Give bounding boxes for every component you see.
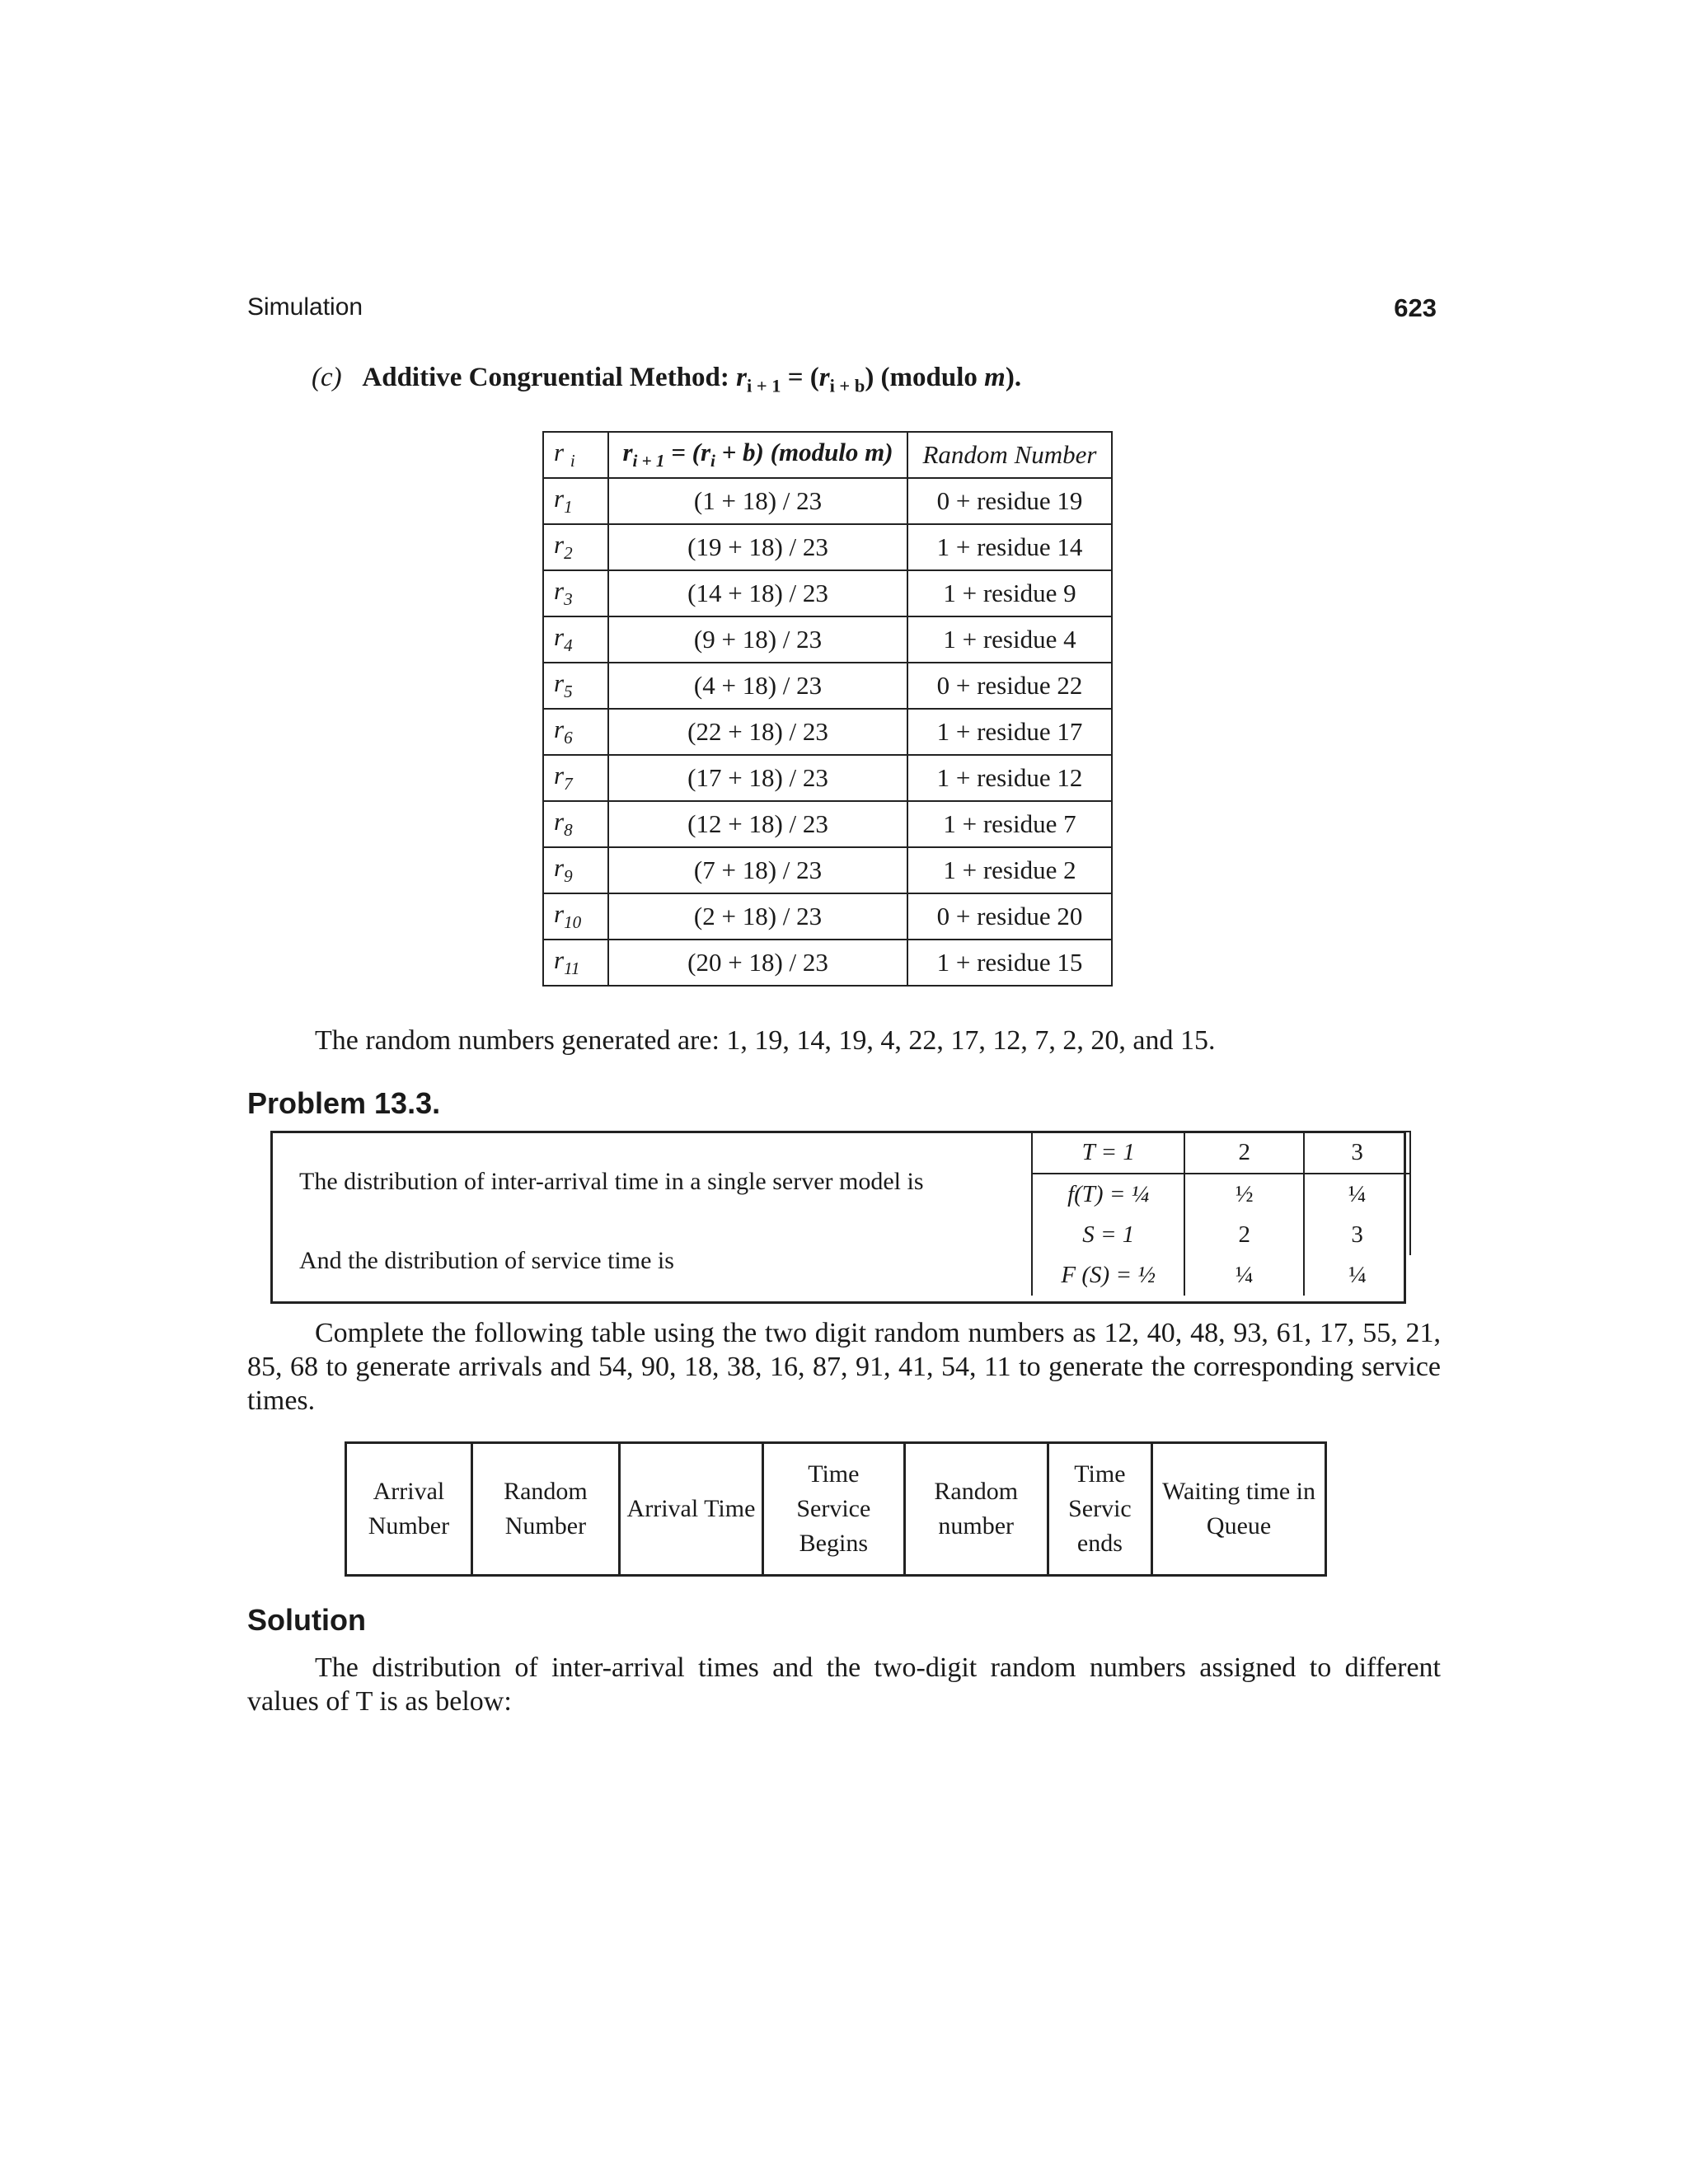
- dist-cell: 2: [1184, 1132, 1304, 1174]
- cell-ri: [543, 893, 608, 940]
- cell-random-number: 1 + residue 15: [907, 940, 1112, 986]
- col-random-number: Random Number: [471, 1443, 619, 1576]
- col-random-number-2: Random number: [904, 1443, 1048, 1576]
- cell-expression: (19 + 18) / 23: [608, 524, 907, 570]
- col-time-service-begins: Time Service Begins: [762, 1443, 904, 1576]
- table-row: [543, 801, 1112, 847]
- dist-cell: ½: [1184, 1174, 1304, 1215]
- cell-random-number: 1 + residue 7: [907, 801, 1112, 847]
- cell-ri: [543, 663, 608, 709]
- cell-ri-sub: 4: [564, 635, 573, 656]
- problem-heading: Problem 13.3.: [247, 1086, 441, 1120]
- formula-eq: = (: [781, 363, 819, 392]
- cell-ri-sub: 3: [564, 589, 573, 610]
- cell-ri-sub: 6: [564, 728, 573, 748]
- table-row: [1032, 1174, 1410, 1215]
- cell-ri: [543, 478, 608, 524]
- cell-expression: (4 + 18) / 23: [608, 663, 907, 709]
- cell-ri-sub: 2: [564, 543, 573, 564]
- table-row: [543, 570, 1112, 616]
- formula-close: ) (modulo: [865, 363, 985, 392]
- cell-ri-sub: 8: [564, 820, 573, 841]
- cell-expression: (14 + 18) / 23: [608, 570, 907, 616]
- header-formula-rest: + b) (modulo m): [715, 438, 893, 467]
- cell-random-number: 1 + residue 9: [907, 570, 1112, 616]
- page-number: 623: [1394, 293, 1437, 322]
- formula-rhs-var: r: [818, 363, 830, 392]
- col-arrival-number: Arrival Number: [346, 1443, 472, 1576]
- cell-ri: [543, 570, 608, 616]
- cell-ri: [543, 616, 608, 663]
- cell-ri-var: r: [554, 899, 565, 929]
- header-formula-var: r: [622, 438, 633, 467]
- table-header-row: [543, 432, 1112, 478]
- header-formula-sub: i + 1: [632, 451, 665, 471]
- header-ri: [543, 432, 608, 478]
- cell-expression: (7 + 18) / 23: [608, 847, 907, 893]
- cell-ri-var: r: [554, 484, 565, 513]
- table-row: [543, 616, 1112, 663]
- table-header-row: [346, 1443, 1326, 1576]
- dist-cell: ¼: [1304, 1174, 1410, 1215]
- cell-ri-var: r: [554, 576, 565, 606]
- cell-ri-var: r: [554, 715, 565, 744]
- section-c-heading: [312, 363, 1021, 397]
- header-formula-sub2: i: [710, 451, 715, 471]
- dist-cell: ¼: [1304, 1255, 1410, 1296]
- problem-paragraph: Complete the following table using the two digit random numbers as 12, 40, 48, 93, 61, 17, 55, 21, 85, 68 to generate arrivals and 54, 90, 18, 38, 16, 87, 91, 41, 54, 11 to generate the corresponding service times.: [247, 1318, 1441, 1416]
- formula-rhs-sub: i + b: [829, 375, 865, 396]
- cell-random-number: 1 + residue 2: [907, 847, 1112, 893]
- table-row: [1032, 1255, 1410, 1296]
- cell-ri-sub: 9: [564, 866, 573, 887]
- distribution-table: [1031, 1131, 1411, 1296]
- formula-m: m: [984, 363, 1006, 392]
- cell-random-number: 0 + residue 22: [907, 663, 1112, 709]
- cell-random-number: 1 + residue 17: [907, 709, 1112, 755]
- service-time-text: And the distribution of service time is: [299, 1247, 674, 1274]
- col-waiting-time: Waiting time in Queue: [1152, 1443, 1326, 1576]
- solution-heading: Solution: [247, 1603, 366, 1637]
- table-row: [543, 847, 1112, 893]
- distribution-box: [270, 1131, 1406, 1304]
- cell-expression: (9 + 18) / 23: [608, 616, 907, 663]
- cell-ri-sub: 7: [564, 774, 573, 794]
- col-arrival-time: Arrival Time: [620, 1443, 763, 1576]
- cell-random-number: 1 + residue 12: [907, 755, 1112, 801]
- dist-cell: T = 1: [1032, 1132, 1184, 1174]
- cell-expression: (2 + 18) / 23: [608, 893, 907, 940]
- cell-ri-var: r: [554, 622, 565, 652]
- cell-expression: (17 + 18) / 23: [608, 755, 907, 801]
- header-random-number: Random Number: [907, 432, 1112, 478]
- cell-ri-sub: 5: [564, 682, 573, 702]
- cell-expression: (12 + 18) / 23: [608, 801, 907, 847]
- formula-end: ).: [1005, 363, 1022, 392]
- table-row: [543, 893, 1112, 940]
- cell-random-number: 0 + residue 19: [907, 478, 1112, 524]
- table-row: [543, 524, 1112, 570]
- dist-cell: ¼: [1184, 1255, 1304, 1296]
- additive-congruential-table: [542, 431, 1113, 987]
- table-row: [543, 940, 1112, 986]
- cell-ri-var: r: [554, 668, 565, 698]
- section-title: Additive Congruential Method:: [362, 363, 729, 392]
- cell-ri: [543, 940, 608, 986]
- cell-ri: [543, 709, 608, 755]
- inter-arrival-text: The distribution of inter-arrival time in a single server model is: [299, 1168, 924, 1195]
- cell-random-number: 1 + residue 14: [907, 524, 1112, 570]
- header-ri-var: r: [554, 438, 565, 467]
- dist-cell: 3: [1304, 1215, 1410, 1255]
- table-row: [543, 663, 1112, 709]
- running-head: Simulation: [247, 293, 363, 321]
- cell-ri-var: r: [554, 945, 565, 975]
- cell-random-number: 0 + residue 20: [907, 893, 1112, 940]
- table-body: [543, 478, 1112, 986]
- dist-cell: 2: [1184, 1215, 1304, 1255]
- cell-ri-var: r: [554, 761, 565, 790]
- dist-cell: f(T) = ¼: [1032, 1174, 1184, 1215]
- header-ri-sub: i: [570, 451, 575, 471]
- table-row: [1032, 1132, 1410, 1174]
- cell-random-number: 1 + residue 4: [907, 616, 1112, 663]
- dist-cell: F (S) = ½: [1032, 1255, 1184, 1296]
- cell-ri-sub: 1: [564, 497, 573, 518]
- cell-expression: (22 + 18) / 23: [608, 709, 907, 755]
- cell-ri: [543, 847, 608, 893]
- cell-expression: (20 + 18) / 23: [608, 940, 907, 986]
- cell-ri-var: r: [554, 853, 565, 883]
- cell-ri-sub: 10: [564, 912, 582, 933]
- header-formula: [608, 432, 907, 478]
- cell-ri-var: r: [554, 530, 565, 560]
- cell-ri: [543, 801, 608, 847]
- table-row: [543, 709, 1112, 755]
- dist-cell: S = 1: [1032, 1215, 1184, 1255]
- cell-ri: [543, 755, 608, 801]
- col-time-service-ends: Time Servic ends: [1048, 1443, 1151, 1576]
- generated-numbers-summary: The random numbers generated are: 1, 19, 14, 19, 4, 22, 17, 12, 7, 2, 20, and 15.: [315, 1025, 1216, 1056]
- dist-cell: 3: [1304, 1132, 1410, 1174]
- simulation-table-headers: [345, 1441, 1327, 1577]
- header-formula-mid: = (r: [664, 438, 711, 467]
- cell-ri-sub: 11: [564, 958, 580, 979]
- formula-lhs-sub: i + 1: [746, 375, 781, 396]
- cell-ri: [543, 524, 608, 570]
- table-row: [543, 478, 1112, 524]
- table-row: [543, 755, 1112, 801]
- formula-lhs-var: r: [736, 363, 747, 392]
- solution-paragraph: The distribution of inter-arrival times and the two-digit random numbers assigned to different values of T is as below:: [247, 1652, 1441, 1717]
- table-row: [1032, 1215, 1410, 1255]
- cell-ri-var: r: [554, 807, 565, 837]
- section-label: (c): [312, 363, 342, 392]
- cell-expression: (1 + 18) / 23: [608, 478, 907, 524]
